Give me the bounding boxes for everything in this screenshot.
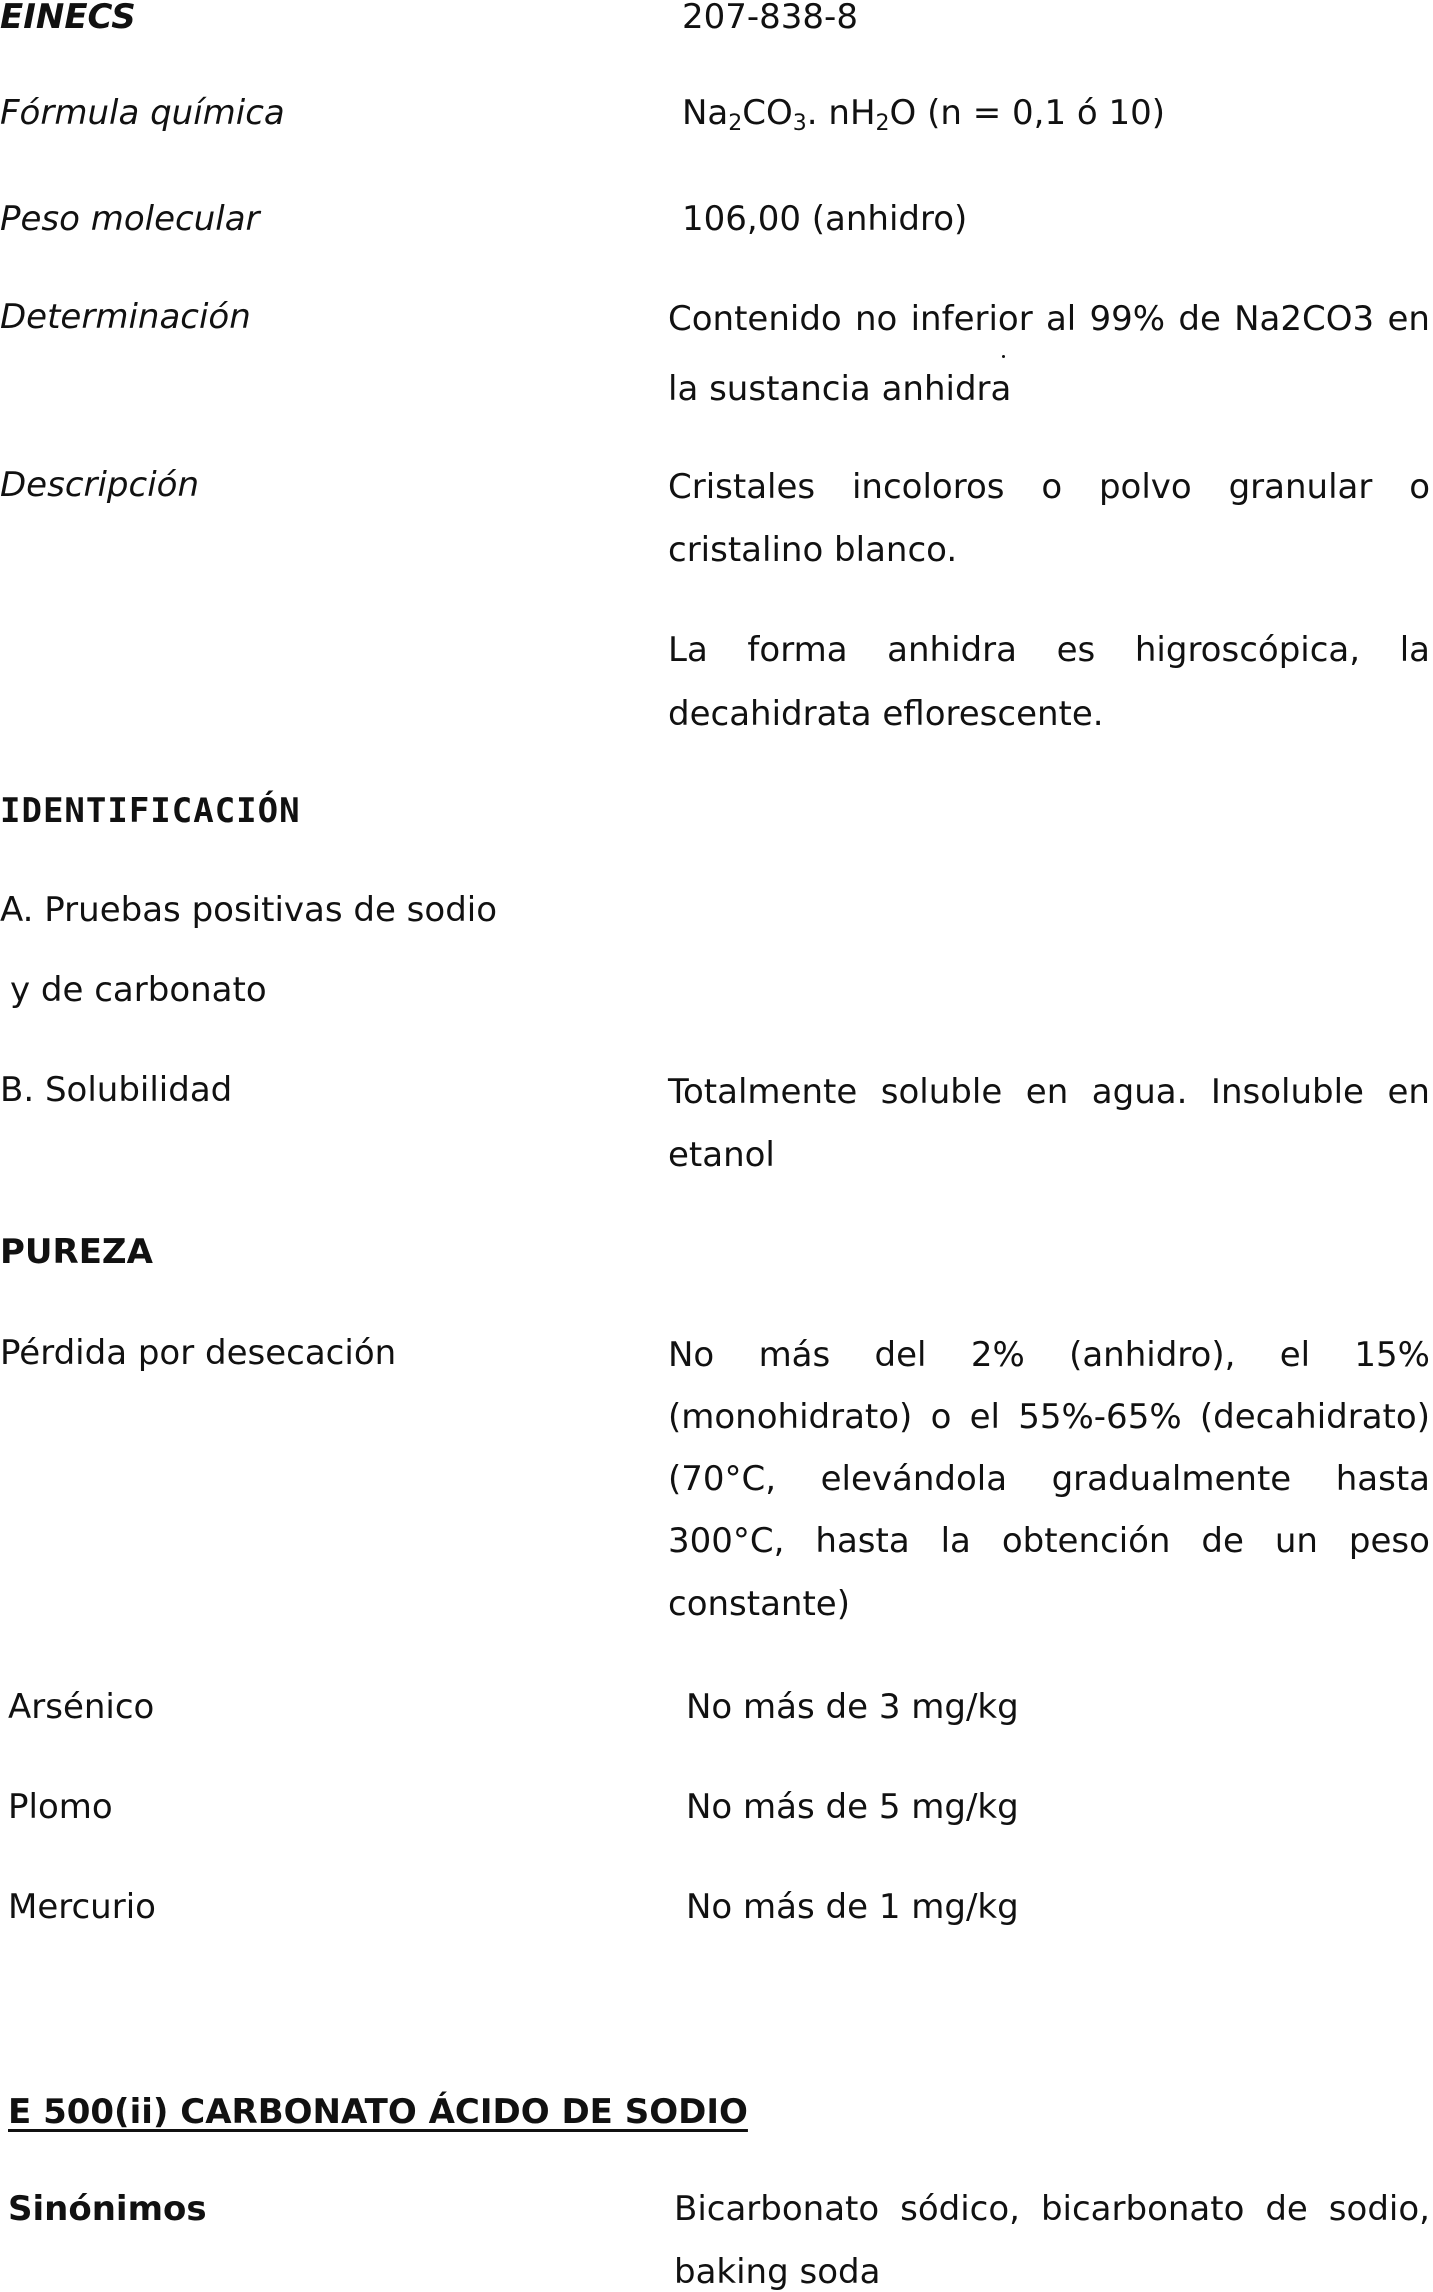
identificacion-a-line-2: y de carbonato xyxy=(10,970,267,1010)
determinacion-label: Determinación xyxy=(0,297,251,337)
plomo-label: Plomo xyxy=(8,1787,113,1827)
perdida-line-3: (70°C, elevándola gradualmente hasta xyxy=(668,1459,1430,1499)
descripcion-line-1: Cristales incoloros o polvo granular o xyxy=(668,467,1430,507)
solubilidad-label: B. Solubilidad xyxy=(0,1070,233,1110)
solubilidad-line-1: Totalmente soluble en agua. Insoluble en xyxy=(668,1072,1430,1112)
solubilidad-line-2: etanol xyxy=(668,1135,775,1175)
einecs-value: 207-838-8 xyxy=(682,0,858,37)
identificacion-a-line-1: A. Pruebas positivas de sodio xyxy=(0,890,498,930)
arsenico-label: Arsénico xyxy=(8,1687,155,1727)
einecs-label: EINECS xyxy=(0,0,136,37)
sinonimos-line-2: baking soda xyxy=(674,2252,881,2292)
determinacion-line-2: la sustancia anhidra xyxy=(668,369,1012,409)
section-heading: E 500(ii) CARBONATO ÁCIDO DE SODIO xyxy=(8,2092,748,2132)
descripcion-line-2: cristalino blanco. xyxy=(668,530,958,570)
formula-value: $Na_2CO_3$. $nH_2O$ (n = 0,1 ó 10) xyxy=(682,93,1166,136)
perdida-line-1: No más del 2% (anhidro), el 15% xyxy=(668,1335,1430,1375)
plomo-value: No más de 5 mg/kg xyxy=(686,1787,1019,1827)
sinonimos-label: Sinónimos xyxy=(8,2189,207,2229)
mercurio-value: No más de 1 mg/kg xyxy=(686,1887,1019,1927)
descripcion-label: Descripción xyxy=(0,465,200,505)
peso-value: 106,00 (anhidro) xyxy=(682,199,968,239)
speck-mark xyxy=(1002,355,1005,358)
perdida-line-2: (monohidrato) o el 55%-65% (decahidrato) xyxy=(668,1397,1430,1437)
arsenico-value: No más de 3 mg/kg xyxy=(686,1687,1019,1727)
descripcion-line-4: decahidrata eflorescente. xyxy=(668,694,1104,734)
determinacion-line-1: Contenido no inferior al 99% de Na2CO3 en xyxy=(668,299,1430,339)
formula-label: Fórmula química xyxy=(0,93,285,133)
perdida-label: Pérdida por desecación xyxy=(0,1333,397,1373)
pureza-heading: PUREZA xyxy=(0,1232,153,1272)
peso-label: Peso molecular xyxy=(0,199,260,239)
sinonimos-line-1: Bicarbonato sódico, bicarbonato de sodio, xyxy=(674,2189,1430,2229)
identificacion-heading: IDENTIFICACIÓN xyxy=(0,791,301,831)
descripcion-line-3: La forma anhidra es higroscópica, la xyxy=(668,630,1430,670)
perdida-line-4: 300°C, hasta la obtención de un peso xyxy=(668,1521,1430,1561)
mercurio-label: Mercurio xyxy=(8,1887,156,1927)
perdida-line-5: constante) xyxy=(668,1584,850,1624)
